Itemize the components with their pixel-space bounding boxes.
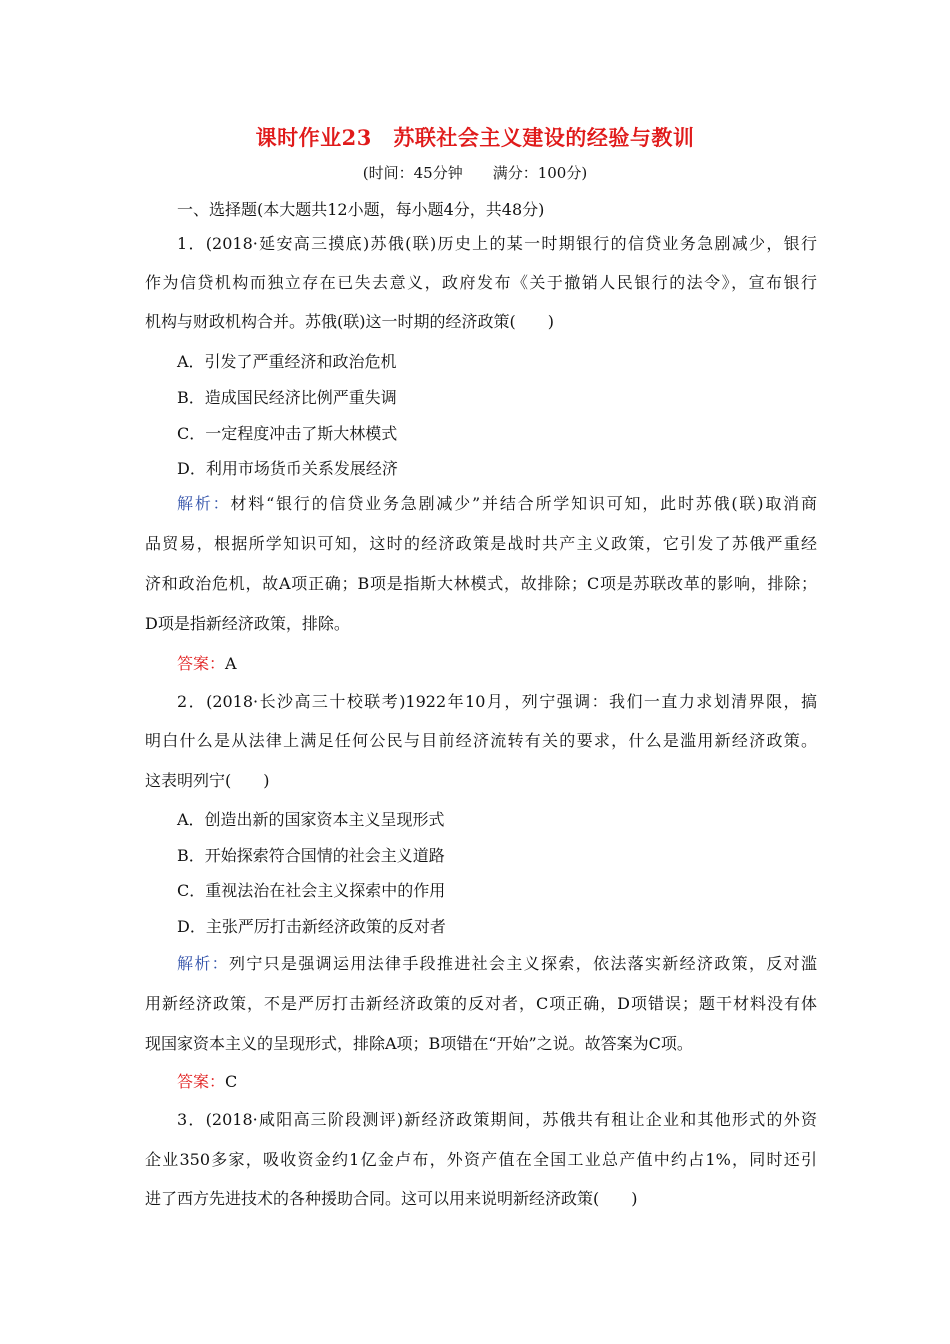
question-stem-line: 进了西方先进技术的各种援助合同。这可以用来说明新经济政策( )	[145, 1189, 638, 1208]
exam-info: (时间：45分钟 满分：100分)	[362, 164, 588, 182]
option-b: B．开始探索符合国情的社会主义道路	[177, 846, 445, 865]
question-stem-line: 企业350多家，吸收资金约1亿金卢布，外资产值在全国工业总产值中约占1%，同时还引	[145, 1150, 817, 1169]
question-stem-line: 明白什么是从法律上满足任何公民与目前经济流转有关的要求，什么是滥用新经济政策。	[145, 731, 817, 750]
analysis-text: 列宁只是强调运用法律手段推进社会主义探索，依法落实新经济政策，反对滥	[229, 954, 817, 973]
question-stem-line: 2．(2018·长沙高三十校联考)1922年10月，列宁强调：我们一直力求划清界限，搞	[177, 692, 817, 711]
question-stem-line: 1．(2018·延安高三摸底)苏俄(联)历史上的某一时期银行的信贷业务急剧减少，银行	[177, 234, 817, 253]
analysis-label: 解析：	[177, 494, 231, 513]
question-stem-line: 3．(2018·咸阳高三阶段测评)新经济政策期间，苏俄共有租让企业和其他形式的外资	[177, 1110, 817, 1129]
analysis-line	[177, 954, 817, 974]
answer-line	[177, 654, 817, 674]
answer-line	[177, 1072, 817, 1092]
analysis-text: 材料“银行的信贷业务急剧减少”并结合所学知识可知，此时苏俄(联)取消商	[230, 494, 817, 513]
option-c: C．重视法治在社会主义探索中的作用	[177, 881, 446, 900]
option-c: C．一定程度冲击了斯大林模式	[177, 424, 398, 443]
option-a: A．创造出新的国家资本主义呈现形式	[177, 810, 445, 829]
answer-label: 答案：	[177, 1072, 226, 1091]
answer-value: C	[225, 1072, 238, 1091]
question-stem-line: 这表明列宁( )	[145, 771, 270, 790]
analysis-line: 济和政治危机，故A项正确；B项是指斯大林模式，故排除；C项是苏联改革的影响，排除；	[145, 574, 817, 593]
option-d: D．主张严厉打击新经济政策的反对者	[177, 917, 446, 936]
option-b: B．造成国民经济比例严重失调	[177, 388, 397, 407]
analysis-line	[177, 494, 817, 514]
answer-label: 答案：	[177, 654, 226, 673]
question-stem-line: 作为信贷机构而独立存在已失去意义，政府发布《关于撤销人民银行的法令》，宣布银行	[145, 273, 817, 292]
analysis-label: 解析：	[177, 954, 229, 973]
section-heading: 一、选择题(本大题共12小题，每小题4分，共48分)	[177, 200, 545, 219]
answer-value: A	[225, 654, 237, 673]
analysis-line: 现国家资本主义的呈现形式，排除A项；B项错在“开始”之说。故答案为C项。	[145, 1034, 693, 1053]
analysis-line: 品贸易，根据所学知识可知，这时的经济政策是战时共产主义政策，它引发了苏俄严重经	[145, 534, 817, 553]
analysis-line: D项是指新经济政策，排除。	[145, 614, 350, 633]
question-stem-line: 机构与财政机构合并。苏俄(联)这一时期的经济政策( )	[145, 312, 554, 331]
option-a: A．引发了严重经济和政治危机	[177, 352, 397, 371]
analysis-line: 用新经济政策，不是严厉打击新经济政策的反对者，C项正确，D项错误；题干材料没有体	[145, 994, 817, 1013]
page-title: 课时作业23 苏联社会主义建设的经验与教训	[255, 125, 695, 150]
option-d: D．利用市场货币关系发展经济	[177, 459, 398, 478]
